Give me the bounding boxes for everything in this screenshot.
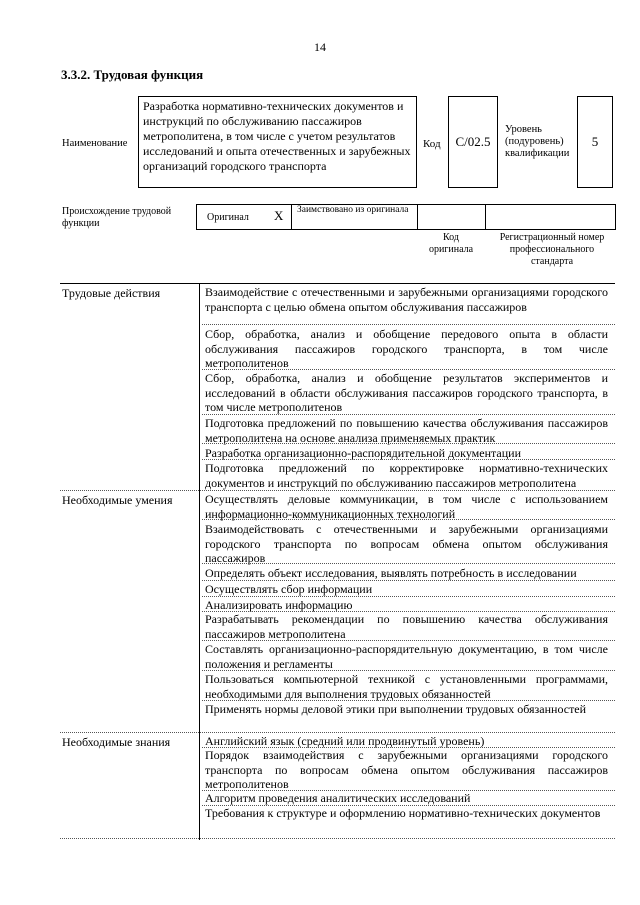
page-number: 14: [314, 40, 326, 54]
original-mark: X: [274, 208, 284, 223]
row-divider: [202, 563, 615, 564]
list-item: Анализировать информацию: [205, 598, 353, 612]
section-separator: [60, 490, 615, 491]
origin-divider-3: [485, 204, 486, 230]
list-item: Взаимодействовать с отечественными и зарубежными организациями городского транспорта по вопросам обмена опытом обслуживания пассажиров: [205, 522, 608, 565]
table-top-border: [60, 283, 615, 284]
section-separator: [60, 732, 615, 733]
row-divider: [202, 414, 615, 415]
name-label: Наименование: [62, 138, 128, 149]
section-label-skills: Необходимые умения: [62, 493, 173, 507]
borrowed-label: Заимствовано из оригинала: [297, 205, 409, 215]
table-bottom-border: [60, 838, 615, 839]
list-item: Применять нормы деловой этики при выполнении трудовых обязанностей: [205, 702, 587, 716]
list-item: Сбор, обработка, анализ и обобщение передового опыта в области обслуживания пассажиров городского транспорта, в том числе метрополитенов: [205, 327, 608, 370]
list-item: Сбор, обработка, анализ и обобщение результатов экспериментов и исследований в области обслуживания пассажиров городского транспорта, в том числе метрополитенов: [205, 371, 608, 414]
row-divider: [202, 519, 615, 520]
code-label: Код: [423, 138, 441, 150]
list-item: Алгоритм проведения аналитических исследований: [205, 791, 471, 805]
section-label-actions: Трудовые действия: [62, 286, 161, 300]
list-item: Пользоваться компьютерной техникой с установленными программами, необходимыми для выполнения трудовых обязанностей: [205, 672, 608, 701]
section-title: 3.3.2. Трудовая функция: [61, 67, 204, 82]
list-item: Определять объект исследования, выявлять потребность в исследовании: [205, 566, 577, 580]
function-name: Разработка нормативно-технических документов и инструкций по обслуживанию пассажиров метрополитена, в том числе с учетом результатов исследований и опыта отечественных и зарубежных организаций городского транспорта: [138, 96, 417, 188]
origin-divider-2: [417, 204, 418, 230]
list-item: Разработка организационно-распорядительной документации: [205, 446, 522, 460]
row-divider: [202, 640, 615, 641]
row-divider: [202, 700, 615, 701]
list-item: Требования к структуре и оформлению нормативно-технических документов: [205, 806, 601, 820]
row-divider: [202, 670, 615, 671]
row-divider: [202, 369, 615, 370]
list-item: Осуществлять деловые коммуникации, в том числе с использованием информационно-коммуникационных технологий: [205, 492, 608, 521]
level-label: Уровень (подуровень) квалификации: [505, 124, 570, 159]
list-item: Разрабатывать рекомендации по повышению качества обслуживания пассажиров метрополитена: [205, 612, 608, 641]
row-divider: [202, 324, 615, 325]
code-original-label: Код оригинала: [428, 232, 474, 255]
row-divider: [202, 459, 615, 460]
list-item: Порядок взаимодействия с зарубежными организациями городского транспорта по вопросам обмена опытом обслуживания пассажиров метрополитенов: [205, 748, 608, 791]
table-column-divider: [199, 283, 200, 840]
origin-divider-1: [291, 204, 292, 230]
list-item: Осуществлять сбор информации: [205, 582, 373, 596]
list-item: Взаимодействие с отечественными и зарубежными организациями городского транспорта с целью обмена опытом обслуживания пассажиров: [205, 285, 608, 314]
list-item: Подготовка предложений по корректировке нормативно-технических документов и инструкций по обслуживанию пассажиров метрополитена: [205, 461, 608, 490]
section-label-knowledge: Необходимые знания: [62, 735, 171, 749]
row-divider: [202, 596, 615, 597]
list-item: Английский язык (средний или продвинутый уровень): [205, 734, 485, 748]
list-item: Составлять организационно-распорядительную документацию, в том числе положения и регламенты: [205, 642, 608, 671]
row-divider: [202, 443, 615, 444]
code-value: C/02.5: [448, 96, 498, 188]
row-divider: [202, 580, 615, 581]
reg-number-label: Регистрационный номер профессионального стандарта: [499, 232, 605, 267]
list-item: Подготовка предложений по повышению качества обслуживания пассажиров метрополитена на основе анализа применяемых практик: [205, 416, 608, 445]
original-label: Оригинал: [207, 212, 249, 223]
level-value: 5: [577, 96, 613, 188]
origin-label: Происхождение трудовой функции: [62, 206, 172, 229]
